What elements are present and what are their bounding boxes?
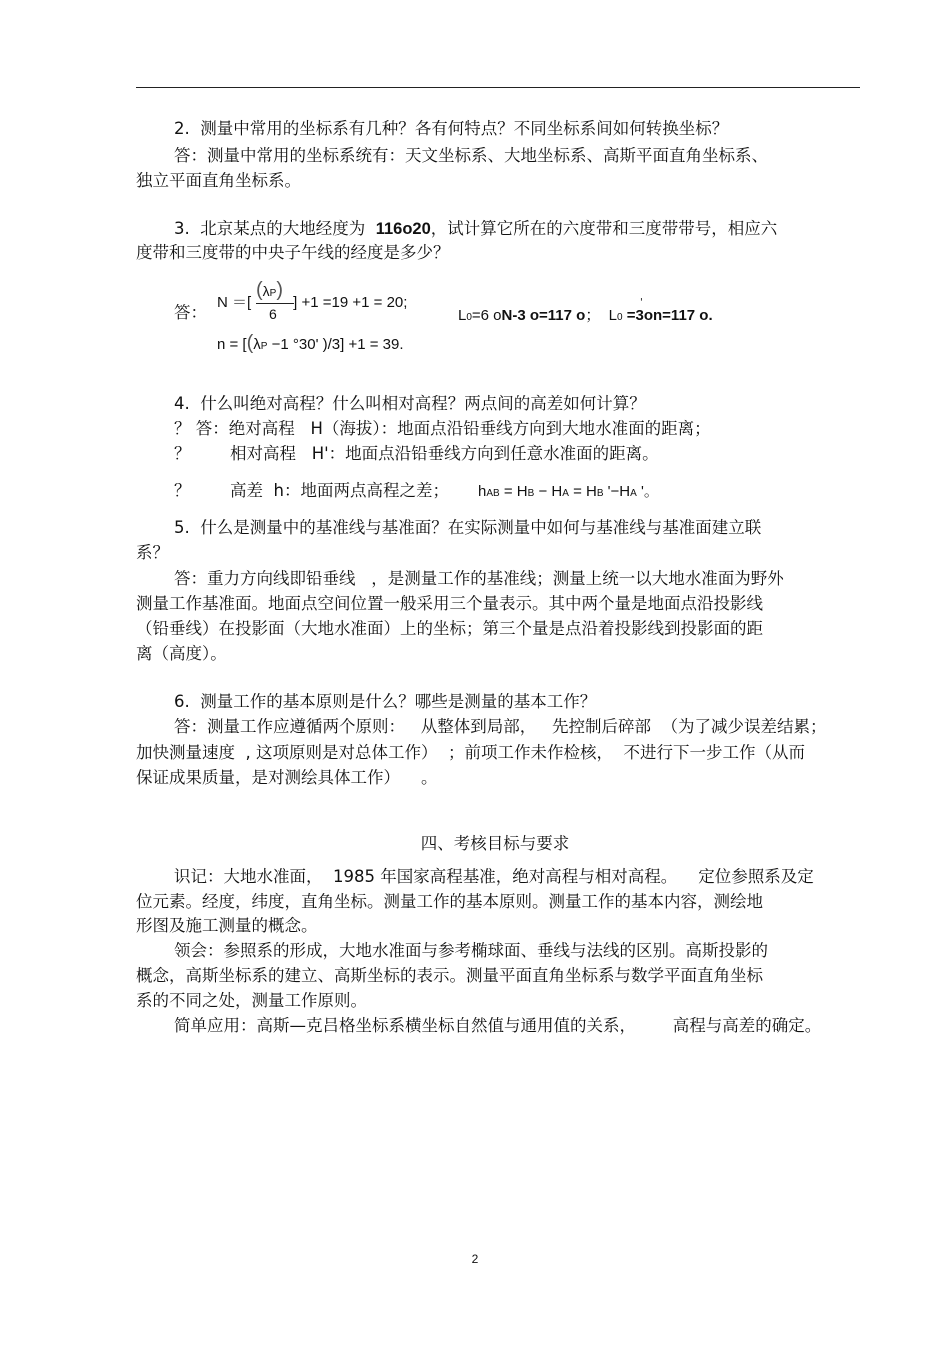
q4-answer-absolute: ？ 答：绝对高程 H（海拔）：地面点沿铅垂线方向到大地水准面的距离；: [174, 419, 711, 438]
q4-question: 4. 什么叫绝对高程？什么叫相对高程？两点间的高差如何计算？: [174, 394, 646, 413]
q2-answer-line2: 独立平面直角坐标系。: [136, 171, 301, 190]
section-p2-line2: 概念，高斯坐标系的建立、高斯坐标的表示。测量平面直角坐标系与数学平面直角坐标: [136, 966, 763, 985]
q5-answer-line1: 答：重力方向线即铅垂线 ，是测量工作的基准线；测量上统一以大地水准面为野外: [174, 569, 784, 588]
prime-mark: ': [640, 297, 643, 308]
formula-n-denominator: 6: [269, 306, 277, 322]
formula-height-difference: hAB = HB − HA = HB '−HA '。: [478, 483, 659, 500]
q6-answer-line1: 答：测量工作应遵循两个原则： 从整体到局部， 先控制后碎部 （为了减少误差结累；: [174, 717, 827, 736]
q4-answer-diff: 高差 h：地面两点高程之差；: [230, 481, 449, 500]
q6-answer-line3: 保证成果质量，是对测绘具体工作） 。: [136, 768, 438, 787]
q4-answer-diff-mark: ？: [174, 481, 191, 500]
q5-answer-line2: 测量工作基准面。地面点空间位置一般采用三个量表示。其中两个量是地面点沿投影线: [136, 594, 763, 613]
q6-answer-line2: 加快测量速度 , 这项原则是对总体工作） ；前项工作未作检核， 不进行下一步工作（从而: [136, 743, 805, 762]
page-number: 2: [471, 1252, 479, 1266]
formula-n-six-degree: N ＝[ ] +1 =19 +1 = 20;: [217, 294, 408, 311]
q3-answer-label: 答：: [174, 303, 207, 322]
q4-answer-relative: 相对高程 H'：地面点沿铅垂线方向到任意水准面的距离。: [230, 444, 659, 463]
formula-central-meridian: L0=6 oN-3 o=117 o； L0 =3on=117 o.: [458, 307, 713, 324]
section-p1-line3: 形图及施工测量的概念。: [136, 916, 318, 935]
q5-question-line2: 系？: [136, 543, 169, 562]
section-p1-line1: 识记：大地水准面， 1985 年国家高程基准，绝对高程与相对高程。 定位参照系及定: [174, 867, 814, 886]
q6-question: 6. 测量工作的基本原则是什么？哪些是测量的基本工作？: [174, 692, 597, 711]
q5-answer-line4: 离（高度）。: [136, 644, 227, 663]
header-rule: [136, 87, 860, 88]
longitude-value: 116o20: [375, 220, 431, 238]
q2-answer-line1: 答：测量中常用的坐标系统有：天文坐标系、大地坐标系、高斯平面直角坐标系、: [174, 146, 768, 165]
q3-question-line1: 3. 北京某点的大地经度为 116o20，试计算它所在的六度带和三度带带号，相应六: [174, 219, 778, 238]
section-title: 四、考核目标与要求: [420, 834, 570, 853]
q4-answer-relative-mark: ？: [174, 444, 191, 463]
q3-question-line2: 度带和三度带的中央子午线的经度是多少？: [136, 243, 450, 262]
formula-n-numerator: (λP): [256, 279, 284, 301]
q5-answer-line3: （铅垂线）在投影面（大地水准面）上的坐标；第三个量是点沿着投影线到投影面的距: [136, 619, 763, 638]
section-p2-line3: 系的不同之处，测量工作原则。: [136, 991, 367, 1010]
section-p2-line1: 领会：参照系的形成，大地水准面与参考椭球面、垂线与法线的区别。高斯投影的: [174, 941, 768, 960]
q5-question-line1: 5. 什么是测量中的基准线与基准面？在实际测量中如何与基准线与基准面建立联: [174, 518, 762, 537]
formula-n-three-degree: n = [(λP −1 °30' )/3] +1 = 39.: [217, 332, 404, 354]
section-p1-line2: 位元素。经度，纬度，直角坐标。测量工作的基本原则。测量工作的基本内容，测绘地: [136, 892, 763, 911]
formula-n-fraction-bar: [256, 303, 294, 304]
section-p3-line1: 简单应用：高斯—克吕格坐标系横坐标自然值与通用值的关系， 高程与高差的确定。: [174, 1016, 822, 1035]
q2-question: 2. 测量中常用的坐标系有几种？各有何特点？不同坐标系间如何转换坐标？: [174, 119, 729, 138]
